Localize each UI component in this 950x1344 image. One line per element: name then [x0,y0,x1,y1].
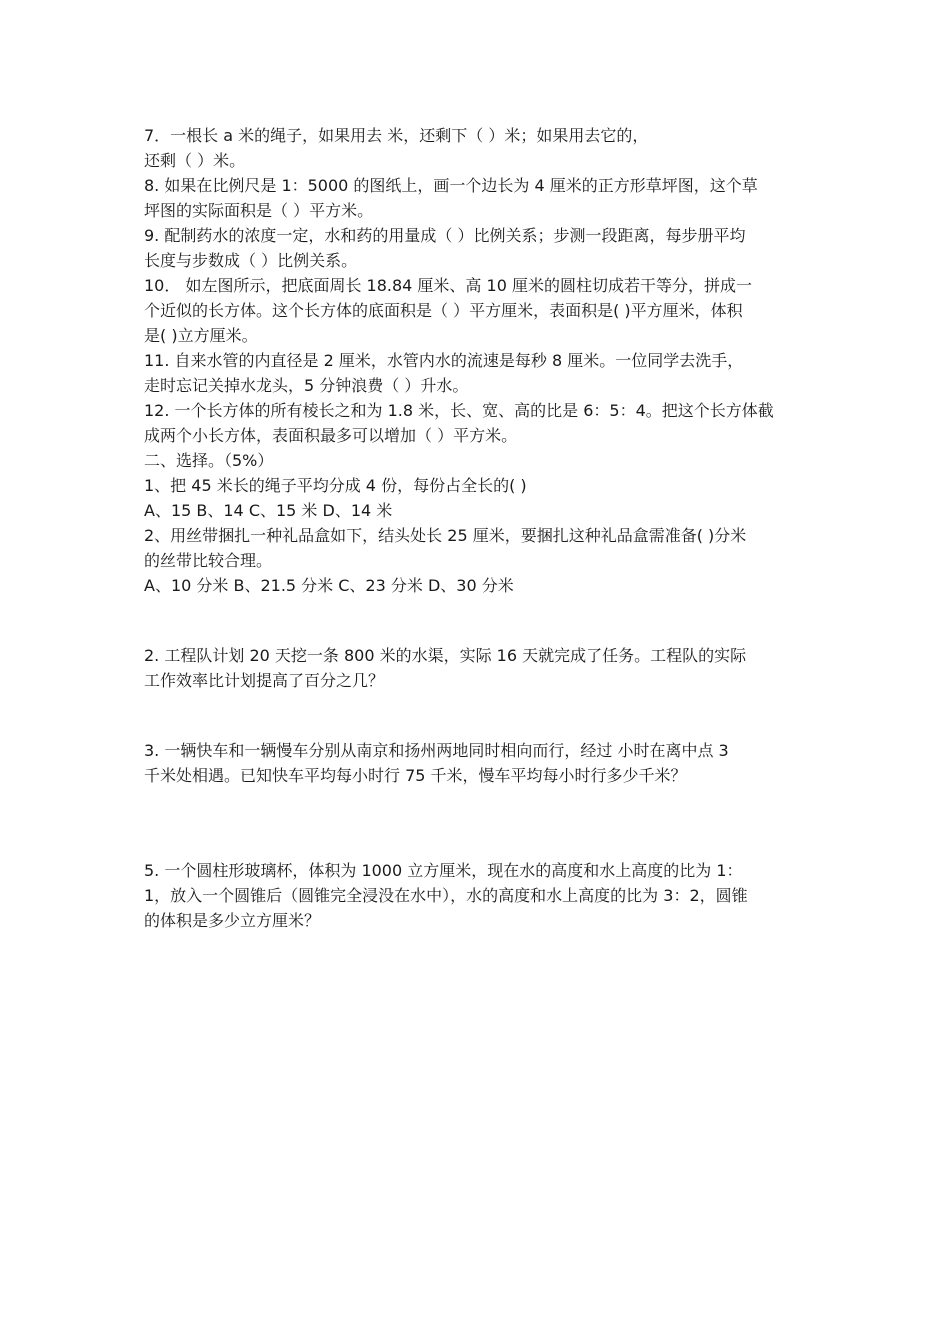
spacer [144,693,808,738]
question-12 [144,398,808,448]
question-line: 成两个小长方体，表面积最多可以增加（ ）平方米。 [144,426,518,445]
answer-options: A、10 分米 B、21.5 分米 C、23 分米 D、30 分米 [144,576,514,595]
question-8 [144,173,808,223]
question-line: 3. 一辆快车和一辆慢车分别从南京和扬州两地同时相向而行，经过 小时在离中点 3 [144,741,729,760]
question-line: 还剩（ ）米。 [144,151,246,170]
question-11 [144,348,808,398]
question-line: 8. 如果在比例尺是 1：5000 的图纸上，画一个边长为 4 厘米的正方形草坪图，这个草 [144,176,758,195]
question-line: 1，放入一个圆锥后（圆锥完全浸没在水中），水的高度和水上高度的比为 3：2，圆锥 [144,886,748,905]
question-line: 个近似的长方体。这个长方体的底面积是（ ）平方厘米，表面积是( )平方厘米，体积 [144,301,743,320]
question-line: 10． 如左图所示，把底面周长 18.84 厘米、高 10 厘米的圆柱切成若干等分，拼成一 [144,276,752,295]
worksheet-page [144,123,808,933]
question-line: 2、用丝带捆扎一种礼品盒如下，结头处长 25 厘米，要捆扎这种礼品盒需准备( )分米 [144,526,747,545]
spacer [144,598,808,643]
question-line: 7．一根长 a 米的绳子，如果用去 米，还剩下（ ）米；如果用去它的， [144,126,649,145]
question-line: 走时忘记关掉水龙头，5 分钟浪费（ ）升水。 [144,376,469,395]
question-line: 的丝带比较合理。 [144,551,273,570]
question-line: 1、把 45 米长的绳子平均分成 4 份，每份占全长的( ) [144,476,527,495]
word-problem-2 [144,643,808,693]
question-line: 工作效率比计划提高了百分之几？ [144,671,385,690]
question-line: 长度与步数成（ ）比例关系。 [144,251,358,270]
question-9 [144,223,808,273]
question-line: 9. 配制药水的浓度一定，水和药的用量成（ ）比例关系；步测一段距离，每步册平均 [144,226,746,245]
question-line: 12. 一个长方体的所有棱长之和为 1.8 米，长、宽、高的比是 6：5：4。把这个长方体截 [144,401,774,420]
question-line: 2. 工程队计划 20 天挖一条 800 米的水渠，实际 16 天就完成了任务。工程队的实际 [144,646,747,665]
question-7 [144,123,808,173]
section-heading-choice: 二、选择。（5%） [144,451,274,470]
choice-question-2 [144,523,808,598]
spacer [144,788,808,858]
question-line: 5. 一个圆柱形玻璃杯，体积为 1000 立方厘米，现在水的高度和水上高度的比为 1： [144,861,743,880]
question-10 [144,273,808,348]
word-problem-3 [144,738,808,788]
choice-question-1 [144,473,808,523]
word-problem-5 [144,858,808,933]
answer-options: A、15 B、14 C、15 米 D、14 米 [144,501,393,520]
question-line: 坪图的实际面积是（ ）平方米。 [144,201,374,220]
question-line: 的体积是多少立方厘米？ [144,911,321,930]
question-line: 千米处相遇。已知快车平均每小时行 75 千米，慢车平均每小时行多少千米？ [144,766,687,785]
question-line: 11. 自来水管的内直径是 2 厘米，水管内水的流速是每秒 8 厘米。一位同学去洗手， [144,351,744,370]
question-line: 是( )立方厘米。 [144,326,258,345]
